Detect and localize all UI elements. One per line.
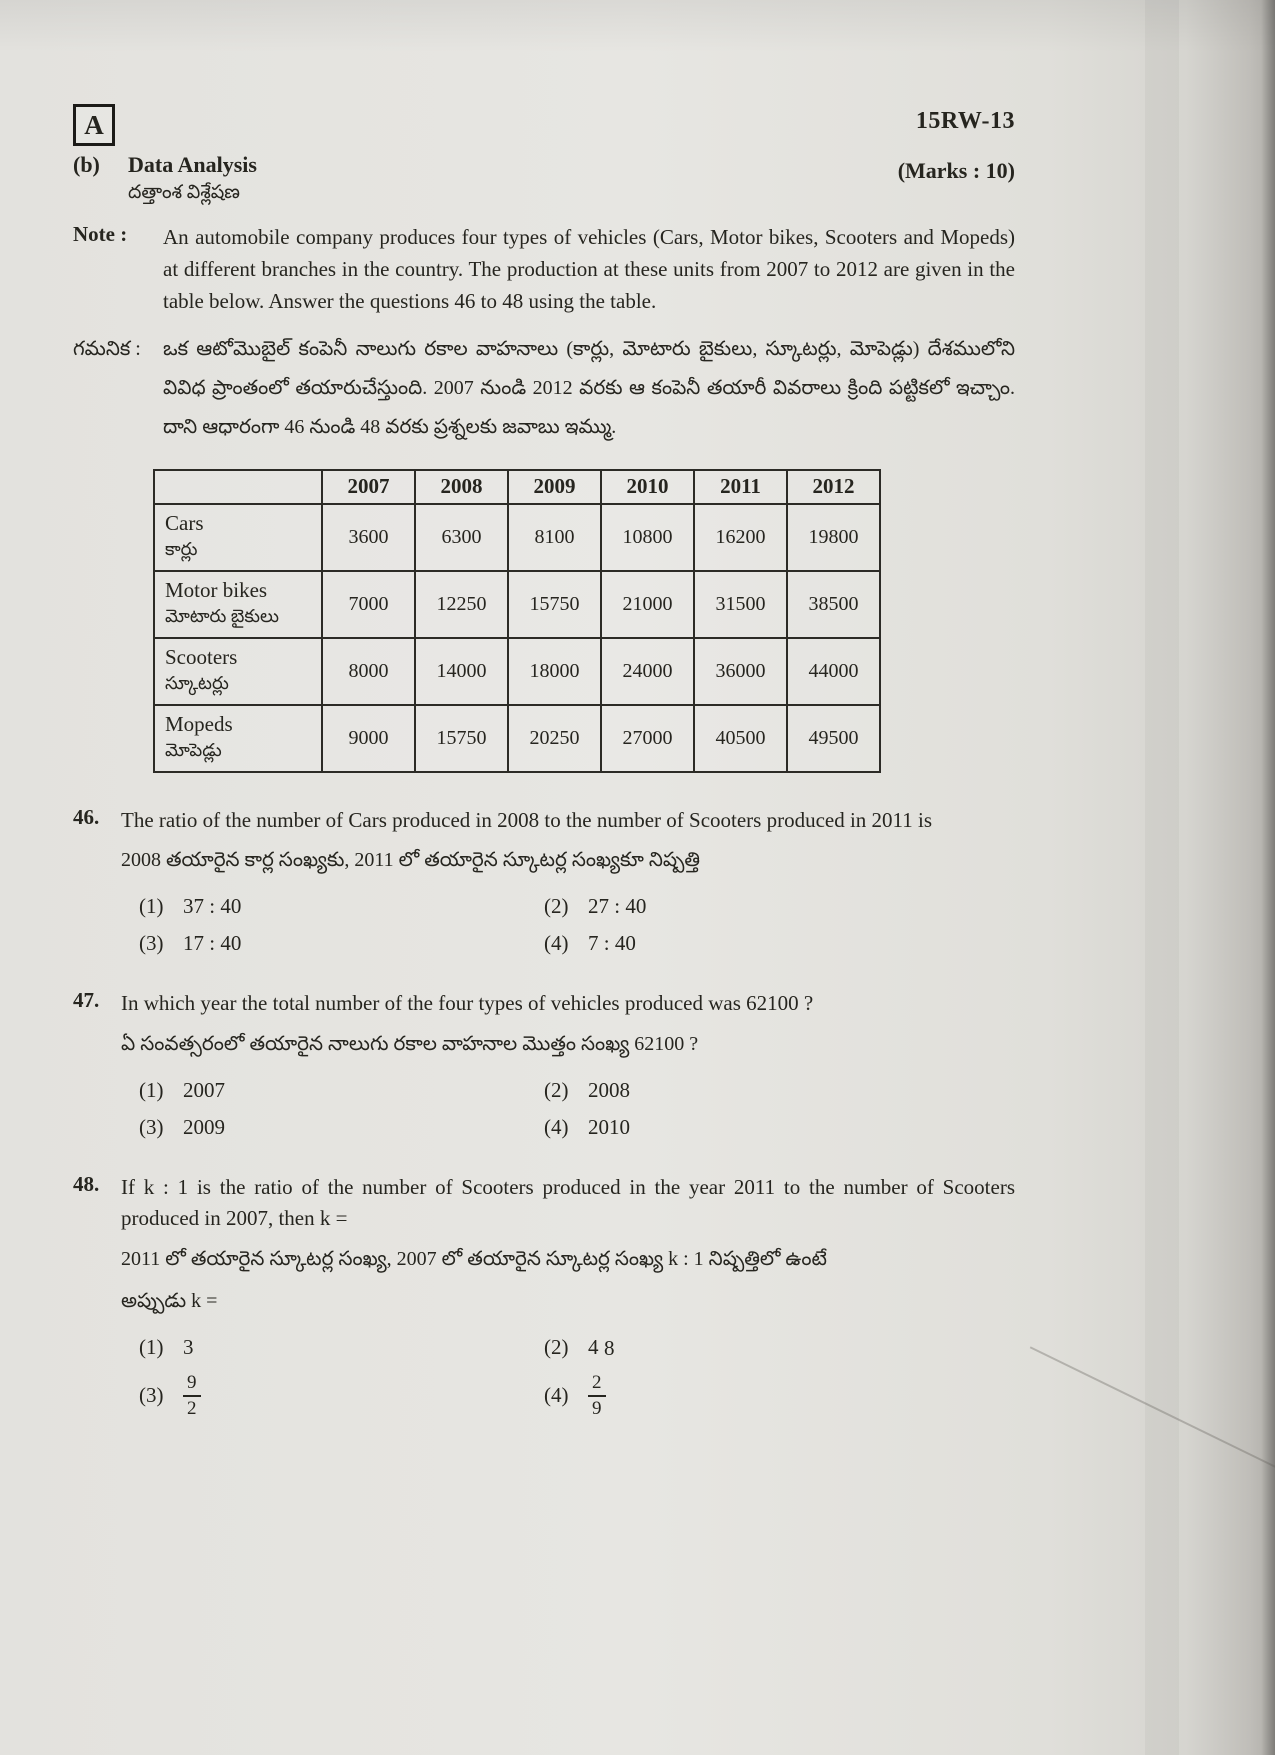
page-number: 8 <box>604 1336 615 1360</box>
section-title: Data Analysis <box>128 152 257 177</box>
telugu-note-text: ఒక ఆటోమొబైల్ కంపెనీ నాలుగు రకాల వాహనాలు (కార్లు, మోటారు బైకులు, స్కూటర్లు, మోపెడ్లు) దేశములోని వివిధ ప్రాంతంలో తయారుచేస్తుంది. 2007 నుండి 2012 వరకు ఆ కంపెనీ తయారీ వివరాలు క్రింది పట్టికలో ఇచ్చాం. దాని ఆధారంగా 46 నుండి 48 వరకు ప్రశ్నలకు జవాబు ఇమ్ము. <box>163 337 1015 438</box>
cell-value: 3600 <box>322 504 415 571</box>
cell-value: 24000 <box>601 638 694 705</box>
year-header: 2011 <box>694 470 787 504</box>
option-2 <box>544 1078 1015 1103</box>
table-row-motorbikes <box>154 571 880 638</box>
cell-value: 36000 <box>694 638 787 705</box>
question-number: 47. <box>73 988 100 1013</box>
option-1 <box>139 1078 544 1103</box>
option-4 <box>544 1372 1015 1420</box>
question-46 <box>73 805 1015 957</box>
fraction-numerator: 2 <box>588 1372 606 1397</box>
cell-value: 16200 <box>694 504 787 571</box>
table-row-mopeds <box>154 705 880 772</box>
option-4 <box>544 1115 1015 1140</box>
question-number: 48. <box>73 1171 100 1196</box>
fraction-numerator: 9 <box>183 1372 201 1397</box>
question-paper-version-box: A <box>73 104 115 146</box>
section-title-telugu: దత్తాంశ విశ్లేషణ <box>128 182 241 203</box>
option-value: 2008 <box>588 1077 630 1102</box>
year-header: 2012 <box>787 470 880 504</box>
row-label-telugu: మోటారు బైకులు <box>165 605 280 626</box>
option-3 <box>139 1115 544 1140</box>
option-value: 17 : 40 <box>183 931 242 956</box>
fraction-denominator: 2 <box>187 1397 197 1419</box>
row-label-telugu: స్కూటర్లు <box>165 672 229 693</box>
question-text-english: In which year the total number of the four types of vehicles produced was 62100 ? <box>121 991 814 1016</box>
cell-value: 49500 <box>787 705 880 772</box>
option-label: (2) <box>544 894 569 919</box>
fraction-value <box>588 1372 606 1420</box>
cell-value: 8000 <box>322 638 415 705</box>
question-text-telugu: ఏ సంవత్సరంలో తయారైన నాలుగు రకాల వాహనాల మొత్తం సంఖ్య 62100 ? <box>121 1032 699 1055</box>
fraction-value <box>183 1372 201 1420</box>
option-value: 37 : 40 <box>183 894 242 919</box>
page-content <box>73 104 1015 1419</box>
row-label-telugu: మోపెడ్లు <box>165 739 222 760</box>
option-1 <box>139 894 544 919</box>
table-row-scooters <box>154 638 880 705</box>
table-corner-cell <box>154 470 322 504</box>
cell-value: 9000 <box>322 705 415 772</box>
cell-value: 14000 <box>415 638 508 705</box>
year-header: 2009 <box>508 470 601 504</box>
cell-value: 10800 <box>601 504 694 571</box>
options-grid <box>139 1078 1015 1140</box>
page-header <box>73 104 1015 146</box>
options-grid <box>139 894 1015 956</box>
cell-value: 18000 <box>508 638 601 705</box>
note-label: Note : <box>73 222 128 246</box>
row-label <box>154 638 322 705</box>
cell-value: 20250 <box>508 705 601 772</box>
row-label <box>154 705 322 772</box>
option-label: (3) <box>139 1383 164 1408</box>
option-value: 27 : 40 <box>588 894 647 919</box>
cell-value: 31500 <box>694 571 787 638</box>
option-2 <box>544 1335 1015 1360</box>
question-48 <box>73 1172 1015 1420</box>
option-label: (4) <box>544 1114 569 1139</box>
option-2 <box>544 894 1015 919</box>
scan-artifact-band <box>1145 0 1179 1755</box>
row-label-english: Scooters <box>165 644 238 669</box>
section-heading-row <box>73 152 1015 208</box>
option-value: 2010 <box>588 1114 630 1139</box>
cell-value: 15750 <box>508 571 601 638</box>
cell-value: 19800 <box>787 504 880 571</box>
option-value: 2007 <box>183 1077 225 1102</box>
note-block-telugu <box>73 330 1015 447</box>
question-body <box>121 805 1015 957</box>
question-text-telugu: 2008 తయారైన కార్ల సంఖ్యకు, 2011 లో తయారైన స్కూటర్ల సంఖ్యకూ నిష్పత్తి <box>121 849 701 872</box>
row-label <box>154 504 322 571</box>
cell-value: 44000 <box>787 638 880 705</box>
table-row-cars <box>154 504 880 571</box>
option-label: (4) <box>544 931 569 956</box>
cell-value: 6300 <box>415 504 508 571</box>
cell-value: 27000 <box>601 705 694 772</box>
table-header-row <box>154 470 880 504</box>
row-label-english: Motor bikes <box>165 577 268 602</box>
cell-value: 21000 <box>601 571 694 638</box>
telugu-note-label: గమనిక : <box>73 337 141 360</box>
section-label: (b) <box>73 152 100 177</box>
question-body <box>121 1172 1015 1420</box>
cell-value: 38500 <box>787 571 880 638</box>
option-label: (2) <box>544 1077 569 1102</box>
paper-code: 15RW-13 <box>915 108 1015 134</box>
row-label-english: Cars <box>165 510 204 535</box>
option-label: (1) <box>139 894 164 919</box>
option-4 <box>544 931 1015 956</box>
option-value: 2009 <box>183 1114 225 1139</box>
option-3 <box>139 1372 544 1420</box>
options-grid <box>139 1335 1015 1420</box>
marks-label: (Marks : 10) <box>897 158 1015 183</box>
scan-edge-shadow <box>1261 0 1275 1755</box>
row-label <box>154 571 322 638</box>
option-label: (4) <box>544 1383 569 1408</box>
option-value: 3 <box>183 1334 194 1359</box>
cell-value: 7000 <box>322 571 415 638</box>
question-text-english: The ratio of the number of Cars produced in 2008 to the number of Scooters produced in 2011 is <box>121 807 933 832</box>
year-header: 2007 <box>322 470 415 504</box>
cell-value: 15750 <box>415 705 508 772</box>
cell-value: 8100 <box>508 504 601 571</box>
cell-value: 40500 <box>694 705 787 772</box>
question-text-telugu-line2: అప్పుడు k = <box>121 1289 218 1312</box>
option-3 <box>139 931 544 956</box>
note-block-english <box>73 222 1015 318</box>
option-label: (2) <box>544 1334 569 1359</box>
year-header: 2010 <box>601 470 694 504</box>
row-label-telugu: కార్లు <box>165 538 198 559</box>
fraction-denominator: 9 <box>592 1397 602 1419</box>
year-header: 2008 <box>415 470 508 504</box>
option-label: (1) <box>139 1077 164 1102</box>
row-label-english: Mopeds <box>165 711 233 736</box>
question-47 <box>73 988 1015 1140</box>
option-label: (3) <box>139 1114 164 1139</box>
section-heading <box>73 152 257 208</box>
production-table <box>153 469 881 773</box>
question-text-telugu-line1: 2011 లో తయారైన స్కూటర్ల సంఖ్య, 2007 లో తయారైన స్కూటర్ల సంఖ్య k : 1 నిష్పత్తిలో ఉంటే <box>121 1247 827 1270</box>
option-1 <box>139 1335 544 1360</box>
option-label: (1) <box>139 1334 164 1359</box>
option-label: (3) <box>139 931 164 956</box>
note-text: An automobile company produces four types of vehicles (Cars, Motor bikes, Scooters and Mopeds) at different branches in the country. The production at these units from 2007 to 2012 are given in the table below. Answer the questions 46 to 48 using the table. <box>163 225 1015 313</box>
question-number: 46. <box>73 804 100 829</box>
option-value: 4 <box>588 1334 599 1359</box>
question-body <box>121 988 1015 1140</box>
cell-value: 12250 <box>415 571 508 638</box>
option-value: 7 : 40 <box>588 931 636 956</box>
question-text-english: If k : 1 is the ratio of the number of Scooters produced in the year 2011 to the number of Scooters produced in 2007, then k = <box>121 1174 1015 1231</box>
